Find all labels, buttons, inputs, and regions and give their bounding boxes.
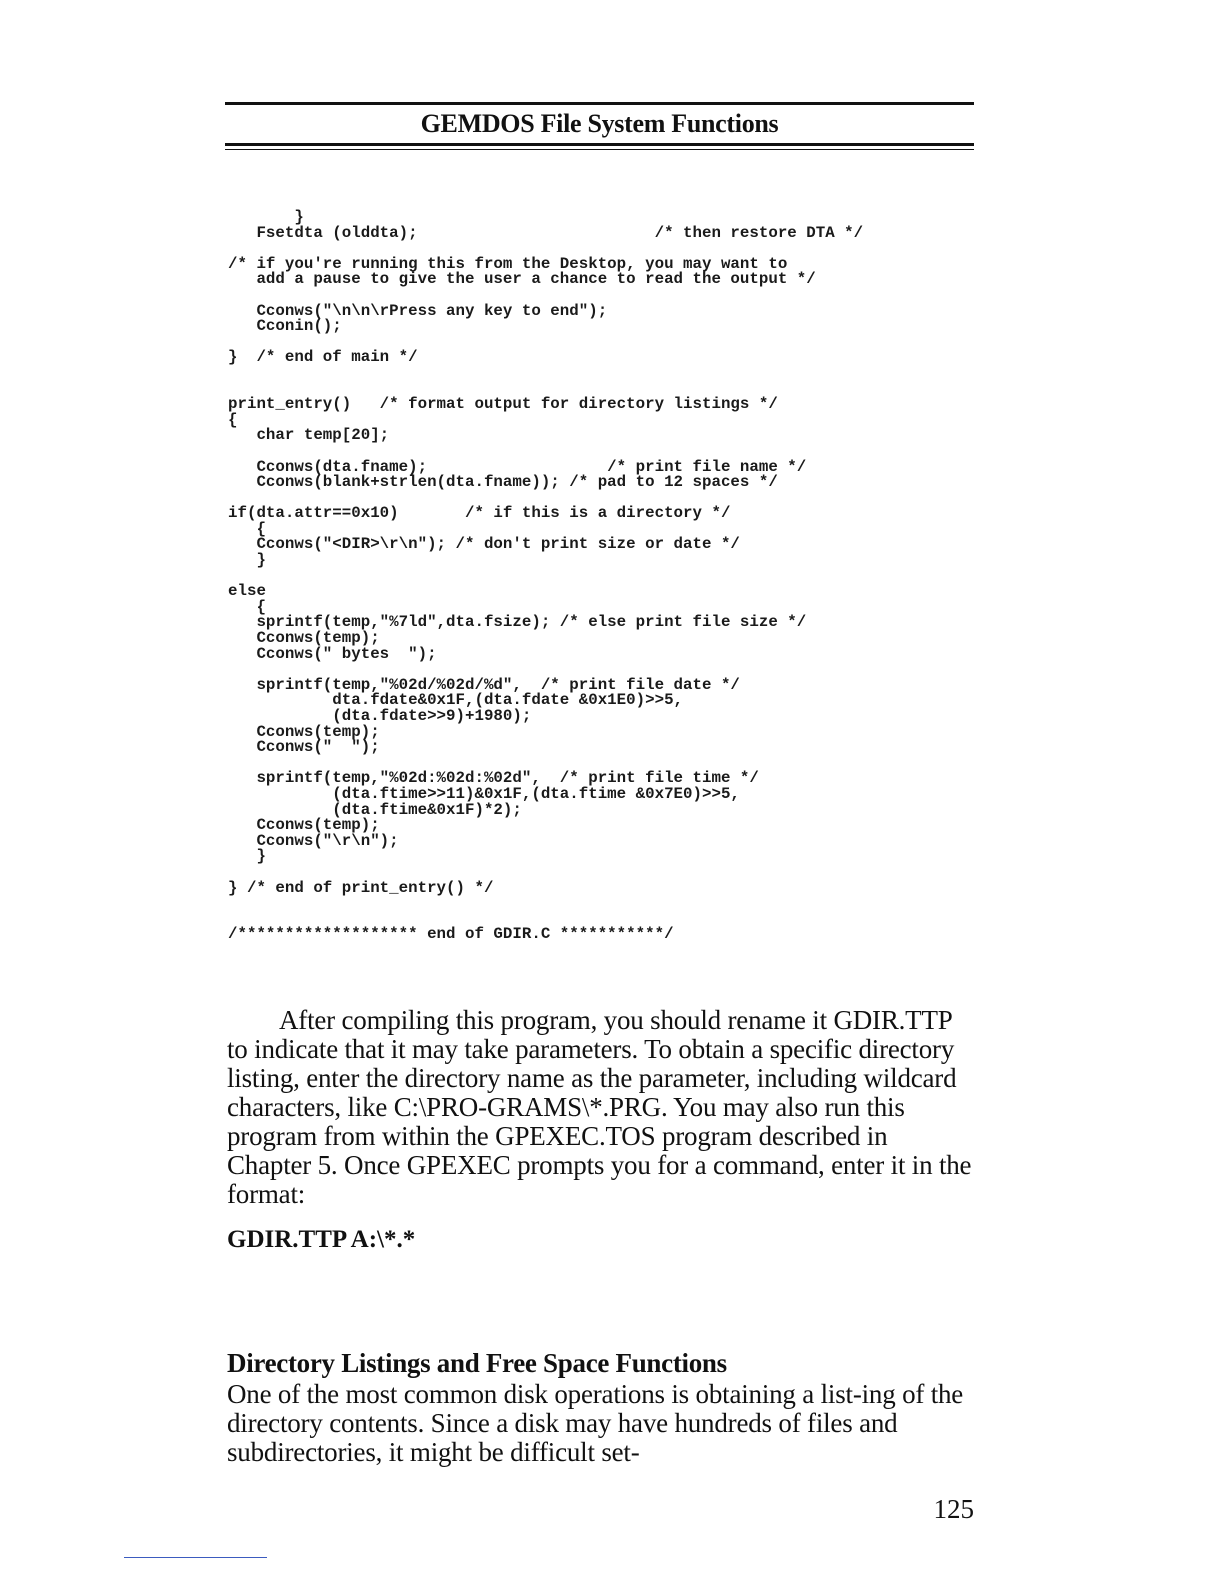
code-line: { xyxy=(228,519,266,538)
code-line: Cconws(temp); xyxy=(228,722,380,741)
section-paragraph: One of the most common disk operations is obtaining a list-ing of the directory contents. Since a disk may have hundreds of files and subdirectories, it might be difficult set- xyxy=(227,1379,964,1467)
header-rule-bottom-thick xyxy=(225,143,974,146)
code-line: if(dta.attr==0x10) /* if this is a directory */ xyxy=(228,504,731,523)
code-line: dta.fdate&0x1F,(dta.fdate &0x1E0)>>5, xyxy=(228,691,684,710)
code-line: Cconws("\r\n"); xyxy=(228,831,399,850)
code-line: Cconws(blank+strlen(dta.fname)); /* pad to 12 spaces */ xyxy=(228,473,778,492)
code-line: (dta.ftime>>11)&0x1F,(dta.ftime &0x7E0)>>5, xyxy=(228,784,740,803)
code-line: Cconws(temp); xyxy=(228,629,380,648)
header-rule-bottom-thin xyxy=(225,149,974,150)
code-line: /* if you're running this from the Desktop, you may want to xyxy=(228,254,788,273)
section-heading: Directory Listings and Free Space Functions xyxy=(227,1348,727,1378)
running-head: GEMDOS File System Functions xyxy=(420,109,779,138)
code-listing xyxy=(228,210,988,943)
code-line: sprintf(temp,"%7ld",dta.fsize); /* else print file size */ xyxy=(228,613,807,632)
code-line: { xyxy=(228,597,266,616)
code-line: /******************* end of GDIR.C ***********/ xyxy=(228,925,674,944)
body-paragraph xyxy=(227,1006,977,1209)
code-line: print_entry() /* format output for directory listings */ xyxy=(228,395,778,414)
body-paragraph-text: After compiling this program, you should rename it GDIR.TTP to indicate that it may take parameters. To obtain a specific directory listing, enter the directory name as the parameter, including wildcard characters, like C:\PRO-GRAMS\*.PRG. You may also run this program from within the GPEXEC.TOS program described in Chapter 5. Once GPEXEC prompts you for a command, enter it in the format: xyxy=(227,1005,972,1209)
code-line: } /* end of main */ xyxy=(228,348,418,367)
code-line: Cconin(); xyxy=(228,317,342,336)
command-example: GDIR.TTP A:\*.* xyxy=(227,1226,416,1253)
code-line: Cconws(dta.fname); /* print file name */ xyxy=(228,457,807,476)
code-line: sprintf(temp,"%02d:%02d:%02d", /* print file time */ xyxy=(228,769,759,788)
code-line: } /* end of print_entry() */ xyxy=(228,878,494,897)
code-line: Cconws("<DIR>\r\n"); /* don't print size or date */ xyxy=(228,535,740,554)
page-number: 125 xyxy=(933,1494,974,1524)
code-line: Cconws(" bytes "); xyxy=(228,644,437,663)
code-line: add a pause to give the user a chance to read the output */ xyxy=(228,270,816,289)
code-line: } xyxy=(228,847,266,866)
footer-line xyxy=(124,1557,267,1558)
code-line: } xyxy=(228,551,266,570)
code-line: Cconws(temp); xyxy=(228,816,380,835)
header-rule-top xyxy=(225,102,974,105)
code-line: sprintf(temp,"%02d/%02d/%d", /* print file date */ xyxy=(228,675,740,694)
code-line: char temp[20]; xyxy=(228,426,390,445)
code-line: (dta.fdate>>9)+1980); xyxy=(228,707,532,725)
code-line: } xyxy=(228,208,304,226)
code-line: (dta.ftime&0x1F)*2); xyxy=(228,800,522,819)
code-line: { xyxy=(228,410,238,429)
code-line: Cconws("\n\n\rPress any key to end"); xyxy=(228,301,608,320)
code-line: Fsetdta (olddta); /* then restore DTA */ xyxy=(228,223,864,242)
code-line: Cconws(" "); xyxy=(228,738,380,757)
code-line: else xyxy=(228,582,266,601)
